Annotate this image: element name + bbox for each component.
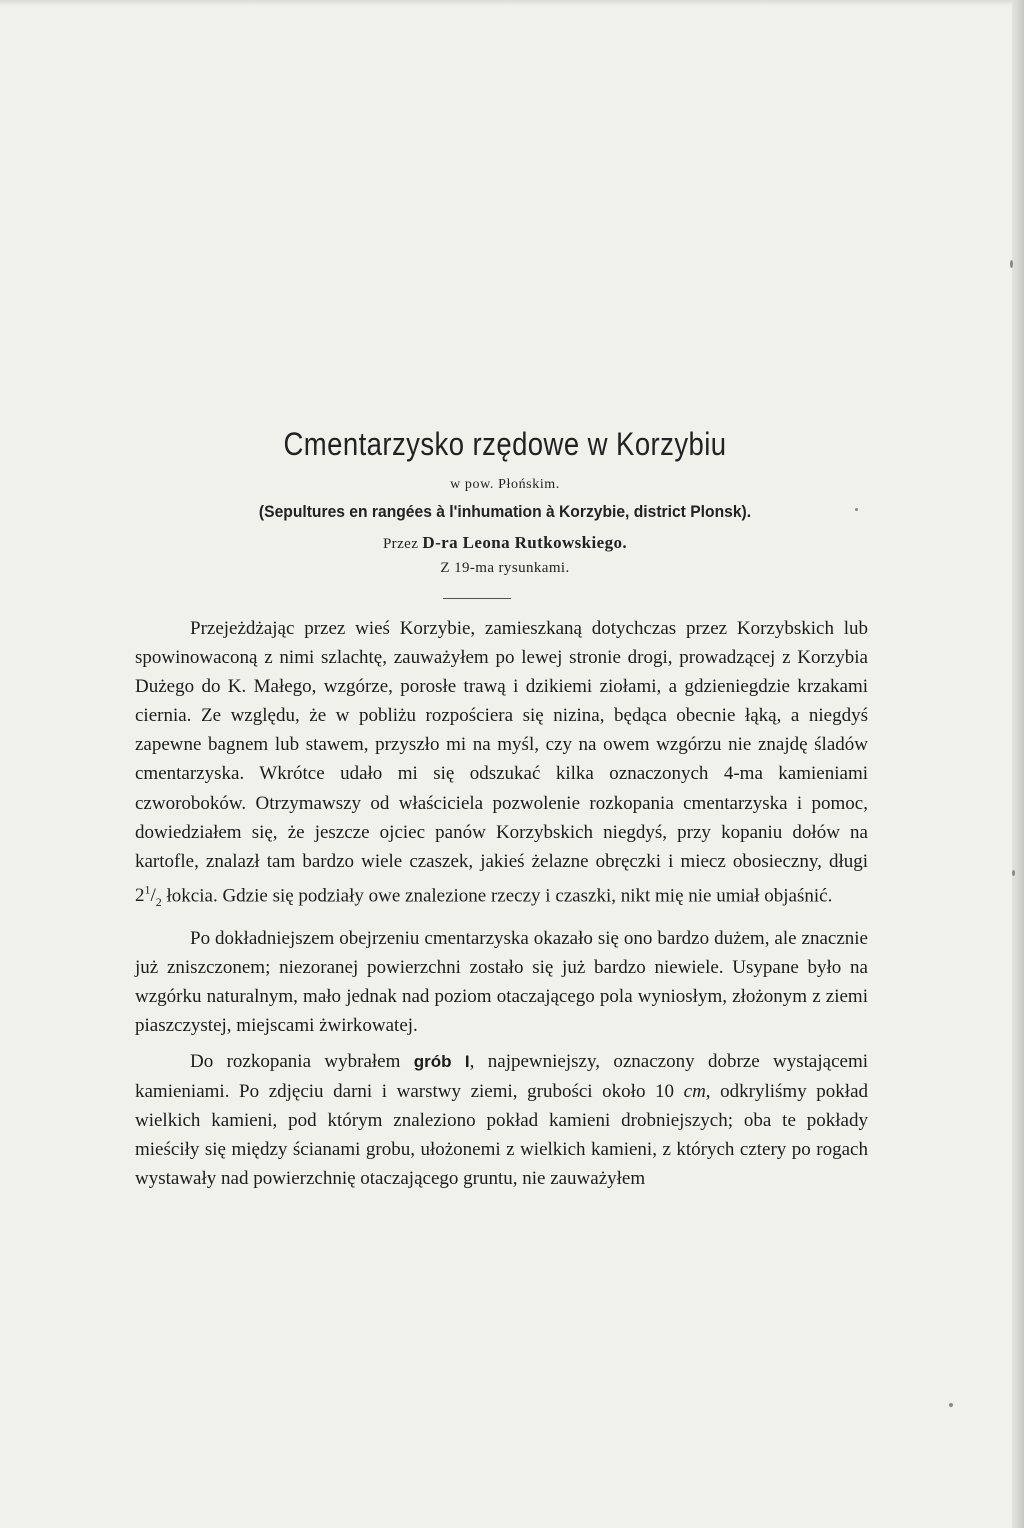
fraction-numerator: 1 xyxy=(144,882,151,897)
fraction: $2^1/_2$ xyxy=(135,882,162,909)
scan-speck xyxy=(949,1403,953,1407)
grave-label: grób I xyxy=(413,1052,470,1072)
article-subtitle-french: (Sepultures en rangées à l'inhumation à Korzybie, district Plonsk). xyxy=(258,502,752,521)
header-divider xyxy=(443,598,511,599)
paragraph-3-start: Do rozkopania wybrałem xyxy=(190,1051,401,1073)
author-name: D-ra Leona Rutkowskiego. xyxy=(422,533,628,552)
unit-cm: cm xyxy=(683,1080,706,1102)
scan-speck xyxy=(855,508,858,511)
paragraph-1 xyxy=(135,614,868,917)
paragraph-2: Po dokładniejszem obejrzeniu cmentarzyska okazało się ono bardzo dużem, ale znacznie już zniszczonem; niezoranej powierzchni zostało się już bardzo niewiele. Usypane było na wzgórku naturalnym, mało jednak nad poziom otaczającego pola wyniosłym, złożonym z ziemi piaszczystej, miejscami żwirkowatej. xyxy=(135,928,868,1037)
paragraph-3-mid: , najpewniejszy, oznaczony dobrze wystającemi kamieniami. Po zdjęciu darni i warstwy ziemi, grubości około 10 xyxy=(135,1051,869,1102)
article-district: w pow. Płońskim. xyxy=(450,477,560,492)
author-prefix: Przez xyxy=(382,536,419,552)
article-illustrations-note: Z 19-ma rysunkami. xyxy=(440,560,570,576)
article-author xyxy=(140,533,870,553)
page-right-edge xyxy=(1012,0,1024,1528)
page-top-edge xyxy=(0,0,1024,6)
paragraph-1-end: łokcia. Gdzie się podziały owe znalezione rzeczy i czaszki, nikt mię nie umiał objaśnić. xyxy=(166,885,833,907)
paragraph-1-text: Przejeżdżając przez wieś Korzybie, zamieszkaną dotychczas przez Korzybskich lub spowinowaconą z nimi szlachtę, zauważyłem po lewej stronie drogi, prowadzącej z Korzybia Dużego do K. Małego, wzgórze, porosłe trawą i dzikiemi ziołami, a gdzieniegdzie krzakami ciernia. Ze względu, że w pobliżu rozpościera się nizina, będąca obecnie łąką, a niegdyś zapewne bagnem lub stawem, przyszło mi na myśl, czy na owem wzgórzu nie znajdę śladów cmentarzyska. Wkrótce udało mi się odszukać kilka oznaczonych 4-ma kamieniami czworoboków. Otrzymawszy od właściciela pozwolenie rozkopania cmentarzyska i pomoc, dowiedziałem się, że jeszcze ojciec panów Korzybskich niegdyś, przy kopaniu dołów na kartofle, znalazł tam bardzo wiele czaszek, jakieś żelazne obręczki i miecz obosieczny, długi xyxy=(135,618,868,872)
scan-speck xyxy=(1012,870,1015,876)
paragraph-3-end: , odkryliśmy pokład wielkich kamieni, pod którym znaleziono pokład kamieni drobniejszych; oba te pokłady mieściły się między ścianami grobu, ułożonemi z wielkich kamieni, z których cztery po rogach wystawały nad powierzchnię otaczającego gruntu, nie zauważyłem xyxy=(135,1080,868,1189)
scan-speck xyxy=(1010,260,1013,268)
article-body xyxy=(135,614,868,1200)
fraction-whole: 2 xyxy=(135,885,145,907)
paragraph-3 xyxy=(135,1047,868,1192)
fraction-denominator: 2 xyxy=(155,894,162,909)
article-title: Cmentarzysko rzędowe w Korzybiu xyxy=(283,426,727,462)
